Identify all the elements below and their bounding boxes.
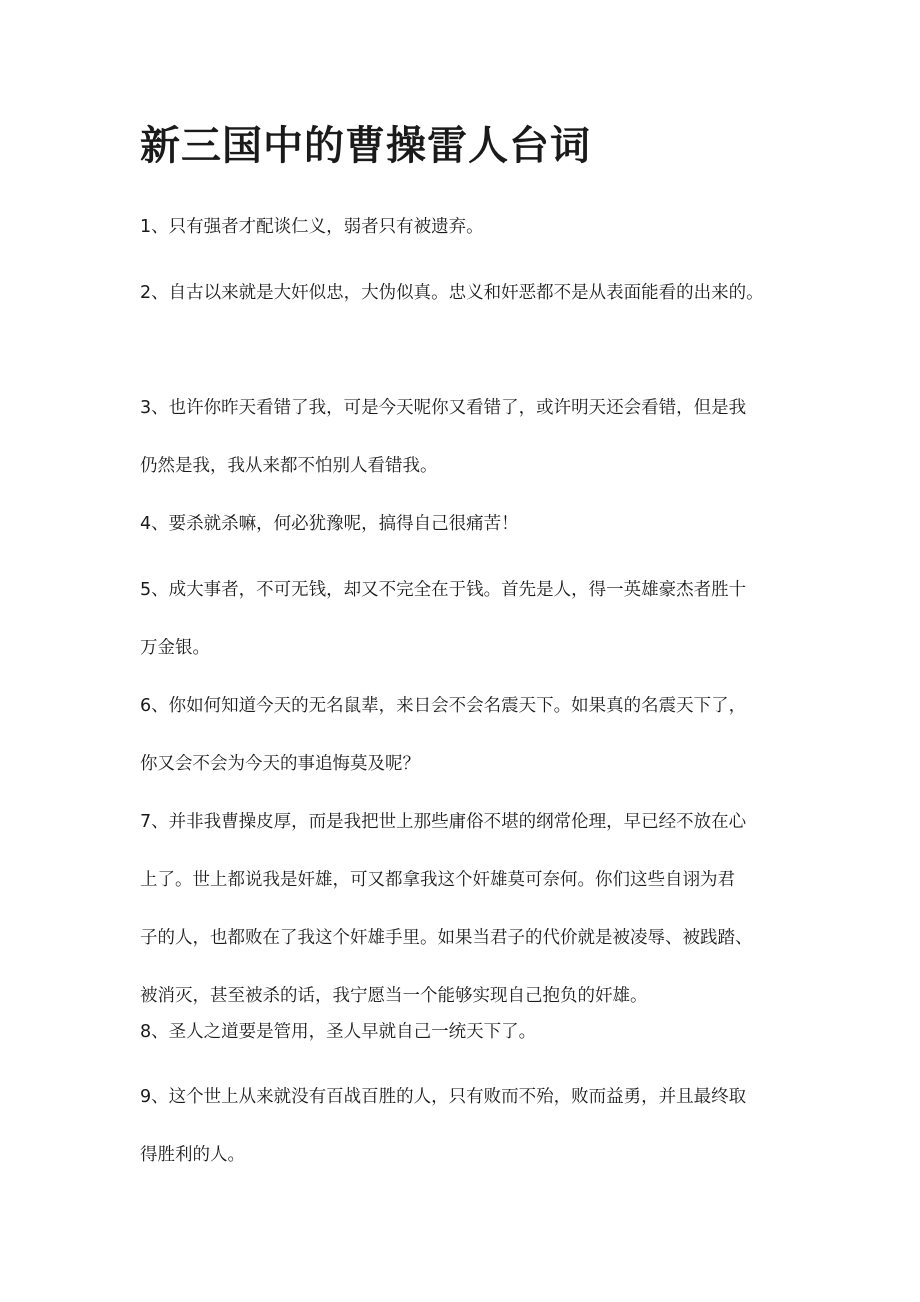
paragraph-line: 8、圣人之道要是管用，圣人早就自己一统天下了。 <box>140 1022 537 1042</box>
page-title: 新三国中的曹操雷人台词 <box>140 123 591 169</box>
paragraph-line: 1、只有强者才配谈仁义，弱者只有被遗弃。 <box>140 217 484 237</box>
quote-paragraph-1 <box>140 198 790 256</box>
paragraph-line: 仍然是我，我从来都不怕别人看错我。 <box>140 456 438 476</box>
paragraph-line: 上了。世上都说我是奸雄，可又都拿我这个奸雄莫可奈何。你们这些自诩为君 <box>140 870 735 890</box>
paragraph-line: 7、并非我曹操皮厚，而是我把世上那些庸俗不堪的纲常伦理，早已经不放在心 <box>140 812 747 832</box>
paragraph-line: 得胜利的人。 <box>140 1145 245 1165</box>
quote-paragraph-4 <box>140 495 790 553</box>
paragraph-line: 3、也许你昨天看错了我，可是今天呢你又看错了，或许明天还会看错，但是我 <box>140 398 747 418</box>
quote-paragraph-3 <box>140 379 790 495</box>
quote-paragraph-5 <box>140 561 790 677</box>
paragraph-line: 9、这个世上从来就没有百战百胜的人，只有败而不殆，败而益勇，并且最终取 <box>140 1087 747 1107</box>
paragraph-line: 万金银。 <box>140 638 210 658</box>
paragraph-line: 被消灭，甚至被杀的话，我宁愿当一个能够实现自己抱负的奸雄。 <box>140 986 648 1006</box>
paragraph-line: 4、要杀就杀嘛，何必犹豫呢，搞得自己很痛苦！ <box>140 514 519 534</box>
paragraph-line: 2、自古以来就是大奸似忠，大伪似真。忠义和奸恶都不是从表面能看的出来的。 <box>140 283 764 303</box>
paragraph-line: 6、你如何知道今天的无名鼠辈，来日会不会名震天下。如果真的名震天下了， <box>140 696 747 716</box>
quote-paragraph-8 <box>140 1003 790 1061</box>
quote-paragraph-9 <box>140 1068 790 1184</box>
paragraph-line: 5、成大事者，不可无钱，却又不完全在于钱。首先是人，得一英雄豪杰者胜十 <box>140 580 747 600</box>
paragraph-line: 子的人，也都败在了我这个奸雄手里。如果当君子的代价就是被凌辱、被践踏、 <box>140 928 753 948</box>
quote-paragraph-7 <box>140 793 790 1025</box>
quote-paragraph-6 <box>140 677 790 793</box>
paragraph-line: 你又会不会为今天的事追悔莫及呢？ <box>140 754 420 774</box>
quote-paragraph-2 <box>140 264 790 322</box>
